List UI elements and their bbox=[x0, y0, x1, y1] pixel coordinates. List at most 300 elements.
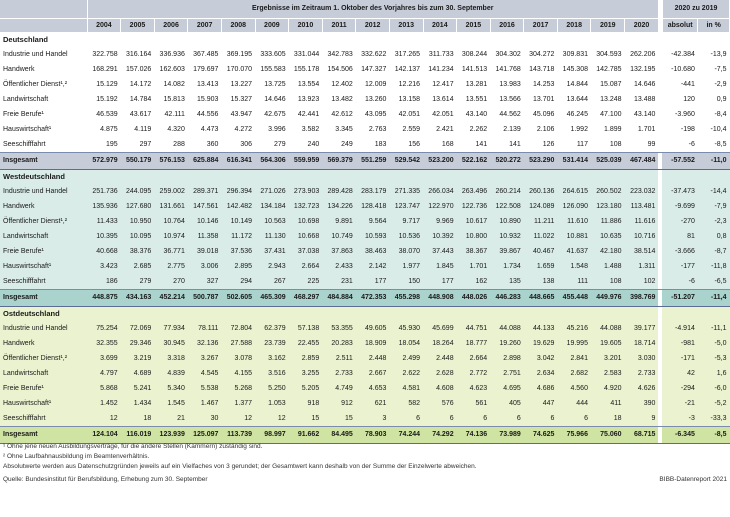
value-cell: 4.623 bbox=[457, 381, 491, 396]
total-value-cell: 73.989 bbox=[490, 426, 524, 443]
value-cell: 271.335 bbox=[389, 184, 423, 199]
value-cell: 3.699 bbox=[87, 351, 121, 366]
value-cell: 3.219 bbox=[121, 351, 155, 366]
value-cell: 44.088 bbox=[591, 321, 625, 336]
value-cell: 15 bbox=[289, 411, 323, 426]
section-change-cell bbox=[662, 32, 729, 47]
value-cell: 30 bbox=[188, 411, 222, 426]
value-cell: 309.831 bbox=[557, 47, 591, 62]
change-abs-cell: -6 bbox=[662, 137, 697, 152]
year-header: 2004 bbox=[87, 18, 121, 32]
value-cell: 1.992 bbox=[557, 122, 591, 137]
value-cell: 9 bbox=[625, 411, 659, 426]
table-row bbox=[0, 366, 730, 381]
total-value-cell: 468.297 bbox=[289, 289, 323, 306]
value-cell: 15.129 bbox=[87, 77, 121, 92]
value-cell: 249 bbox=[322, 137, 356, 152]
total-value-cell: 124.104 bbox=[87, 426, 121, 443]
value-cell: 3.201 bbox=[591, 351, 625, 366]
total-value-cell: 125.097 bbox=[188, 426, 222, 443]
value-cell: 38.514 bbox=[625, 244, 659, 259]
value-cell: 155.178 bbox=[289, 62, 323, 77]
change-pct-cell: -8,4 bbox=[698, 107, 730, 122]
value-cell: 2.685 bbox=[121, 259, 155, 274]
value-cell: 304.593 bbox=[591, 47, 625, 62]
value-cell: 304.272 bbox=[524, 47, 558, 62]
footnote-2: ² Ohne Laufbahnausbildung im Beamtenverhältnis. bbox=[3, 453, 150, 460]
value-cell: 297 bbox=[121, 137, 155, 152]
year-header: 2017 bbox=[524, 18, 558, 32]
value-cell: 6 bbox=[490, 411, 524, 426]
value-cell: 42.441 bbox=[289, 107, 323, 122]
value-cell: 11.211 bbox=[524, 214, 558, 229]
value-cell: 322.758 bbox=[87, 47, 121, 62]
value-cell: 143.718 bbox=[524, 62, 558, 77]
value-cell: 42.612 bbox=[322, 107, 356, 122]
total-value-cell: 616.341 bbox=[221, 152, 255, 169]
value-cell: 10.536 bbox=[389, 229, 423, 244]
value-cell: 40.467 bbox=[524, 244, 558, 259]
change-pct-cell: -8,5 bbox=[698, 137, 730, 152]
value-cell: 6 bbox=[524, 411, 558, 426]
total-value-cell: 84.495 bbox=[322, 426, 356, 443]
value-cell: 10.563 bbox=[255, 214, 289, 229]
value-cell: 19.605 bbox=[591, 336, 625, 351]
section-header bbox=[0, 169, 730, 184]
value-cell: 39.018 bbox=[188, 244, 222, 259]
total-value-cell: 531.414 bbox=[557, 152, 591, 169]
row-label: Freie Berufe¹ bbox=[0, 244, 87, 259]
value-cell: 4.545 bbox=[188, 366, 222, 381]
value-cell: 304.302 bbox=[490, 47, 524, 62]
total-value-cell: 550.179 bbox=[121, 152, 155, 169]
value-cell: 13.158 bbox=[389, 92, 423, 107]
total-value-cell: 525.039 bbox=[591, 152, 625, 169]
value-cell: 13.551 bbox=[457, 92, 491, 107]
value-cell: 135 bbox=[490, 274, 524, 289]
value-cell: 15 bbox=[322, 411, 356, 426]
value-cell: 2.859 bbox=[289, 351, 323, 366]
value-cell: 45.699 bbox=[423, 321, 457, 336]
change-pct-cell: -6,5 bbox=[698, 274, 730, 289]
value-cell: 132.723 bbox=[289, 199, 323, 214]
row-label: Freie Berufe¹ bbox=[0, 381, 87, 396]
footnote-1: ¹ Ohne jene neuen Ausbildungsverträge, für die andere Stellen (Kammern) zuständig sind. bbox=[3, 443, 263, 450]
section-change-cell bbox=[662, 169, 729, 184]
value-cell: 333.605 bbox=[255, 47, 289, 62]
value-cell: 279 bbox=[255, 137, 289, 152]
total-change-pct: -11,4 bbox=[698, 289, 730, 306]
value-cell: 1.467 bbox=[188, 396, 222, 411]
value-cell: 4.581 bbox=[389, 381, 423, 396]
value-cell: 123.747 bbox=[389, 199, 423, 214]
value-cell: 113.481 bbox=[625, 199, 659, 214]
value-cell: 561 bbox=[457, 396, 491, 411]
value-cell: 5.538 bbox=[188, 381, 222, 396]
value-cell: 1.701 bbox=[625, 122, 659, 137]
value-cell: 1.053 bbox=[255, 396, 289, 411]
change-pct-cell: -11,1 bbox=[698, 321, 730, 336]
total-value-cell: 446.283 bbox=[490, 289, 524, 306]
value-cell: 10.698 bbox=[289, 214, 323, 229]
value-cell: 13.614 bbox=[423, 92, 457, 107]
value-cell: 5.268 bbox=[221, 381, 255, 396]
value-cell: 14.784 bbox=[121, 92, 155, 107]
value-cell: 18 bbox=[591, 411, 625, 426]
value-cell: 141 bbox=[490, 137, 524, 152]
value-cell: 177 bbox=[356, 274, 390, 289]
value-cell: 11.433 bbox=[87, 214, 121, 229]
value-cell: 3.162 bbox=[255, 351, 289, 366]
value-cell: 260.214 bbox=[490, 184, 524, 199]
year-header: 2019 bbox=[591, 18, 625, 32]
value-cell: 2.895 bbox=[221, 259, 255, 274]
value-cell: 10.668 bbox=[289, 229, 323, 244]
value-cell: 108 bbox=[591, 137, 625, 152]
total-change-pct: -8,5 bbox=[698, 426, 730, 443]
value-cell: 5.241 bbox=[121, 381, 155, 396]
value-cell: 39.177 bbox=[625, 321, 659, 336]
total-value-cell: 484.884 bbox=[322, 289, 356, 306]
value-cell: 1.311 bbox=[625, 259, 659, 274]
year-header: 2011 bbox=[322, 18, 356, 32]
value-cell: 142.137 bbox=[389, 62, 423, 77]
total-value-cell: 455.448 bbox=[557, 289, 591, 306]
row-label: Seeschifffahrt bbox=[0, 274, 87, 289]
value-cell: 1.659 bbox=[524, 259, 558, 274]
value-cell: 134.184 bbox=[255, 199, 289, 214]
value-cell: 4.689 bbox=[121, 366, 155, 381]
value-cell: 155.583 bbox=[255, 62, 289, 77]
value-cell: 37.536 bbox=[221, 244, 255, 259]
value-cell: 122.970 bbox=[423, 199, 457, 214]
total-value-cell: 113.739 bbox=[221, 426, 255, 443]
value-cell: 311.733 bbox=[423, 47, 457, 62]
row-label: Industrie und Handel bbox=[0, 184, 87, 199]
year-header: 2014 bbox=[423, 18, 457, 32]
value-cell: 1.845 bbox=[423, 259, 457, 274]
value-cell: 271.026 bbox=[255, 184, 289, 199]
value-cell: 2.841 bbox=[557, 351, 591, 366]
value-cell: 5.868 bbox=[87, 381, 121, 396]
change-abs-cell: 42 bbox=[662, 366, 697, 381]
value-cell: 44.556 bbox=[188, 107, 222, 122]
value-cell: 11.172 bbox=[221, 229, 255, 244]
value-cell: 37.443 bbox=[423, 244, 457, 259]
total-value-cell: 523.200 bbox=[423, 152, 457, 169]
value-cell: 13.260 bbox=[356, 92, 390, 107]
change-abs-cell: 120 bbox=[662, 92, 697, 107]
total-change-abs: -57.552 bbox=[662, 152, 697, 169]
value-cell: 317.265 bbox=[389, 47, 423, 62]
change-abs-cell: -4.914 bbox=[662, 321, 697, 336]
value-cell: 2.139 bbox=[490, 122, 524, 137]
value-cell: 43.947 bbox=[221, 107, 255, 122]
value-cell: 270 bbox=[154, 274, 188, 289]
table-row bbox=[0, 396, 730, 411]
value-cell: 22.455 bbox=[289, 336, 323, 351]
total-value-cell: 559.959 bbox=[289, 152, 323, 169]
value-cell: 19.629 bbox=[524, 336, 558, 351]
value-cell: 145.308 bbox=[557, 62, 591, 77]
header-corner-2 bbox=[0, 18, 87, 32]
value-cell: 283.179 bbox=[356, 184, 390, 199]
value-cell: 1.377 bbox=[221, 396, 255, 411]
value-cell: 316.164 bbox=[121, 47, 155, 62]
year-header: 2015 bbox=[457, 18, 491, 32]
value-cell: 11.358 bbox=[188, 229, 222, 244]
change-pct-cell: -6,0 bbox=[698, 381, 730, 396]
value-cell: 264.615 bbox=[557, 184, 591, 199]
value-cell: 13.413 bbox=[188, 77, 222, 92]
value-cell: 38.463 bbox=[356, 244, 390, 259]
value-cell: 10.095 bbox=[121, 229, 155, 244]
row-label: Öffentlicher Dienst¹,² bbox=[0, 214, 87, 229]
value-cell: 38.367 bbox=[457, 244, 491, 259]
value-cell: 141 bbox=[457, 137, 491, 152]
row-label: Freie Berufe¹ bbox=[0, 107, 87, 122]
value-cell: 49.605 bbox=[356, 321, 390, 336]
value-cell: 342.783 bbox=[322, 47, 356, 62]
value-cell: 1.701 bbox=[457, 259, 491, 274]
value-cell: 37.038 bbox=[289, 244, 323, 259]
value-cell: 14.082 bbox=[154, 77, 188, 92]
total-row bbox=[0, 426, 730, 443]
table-row bbox=[0, 274, 730, 289]
value-cell: 131.661 bbox=[154, 199, 188, 214]
value-cell: 138 bbox=[524, 274, 558, 289]
value-cell: 15.327 bbox=[221, 92, 255, 107]
value-cell: 14.646 bbox=[255, 92, 289, 107]
value-cell: 14.253 bbox=[524, 77, 558, 92]
value-cell: 306 bbox=[221, 137, 255, 152]
value-cell: 5.340 bbox=[154, 381, 188, 396]
value-cell: 2.421 bbox=[423, 122, 457, 137]
value-cell: 10.635 bbox=[591, 229, 625, 244]
row-label: Landwirtschaft bbox=[0, 366, 87, 381]
value-cell: 147.327 bbox=[356, 62, 390, 77]
value-cell: 19.995 bbox=[557, 336, 591, 351]
value-cell: 263.496 bbox=[457, 184, 491, 199]
value-cell: 12.417 bbox=[423, 77, 457, 92]
total-value-cell: 98.997 bbox=[255, 426, 289, 443]
total-value-cell: 68.715 bbox=[625, 426, 659, 443]
value-cell: 10.764 bbox=[154, 214, 188, 229]
value-cell: 2.682 bbox=[557, 366, 591, 381]
section-change-cell bbox=[662, 306, 729, 321]
table-row bbox=[0, 137, 730, 152]
value-cell: 9.717 bbox=[389, 214, 423, 229]
value-cell: 13.482 bbox=[322, 92, 356, 107]
value-cell: 11.610 bbox=[557, 214, 591, 229]
value-cell: 186 bbox=[87, 274, 121, 289]
value-cell: 259.002 bbox=[154, 184, 188, 199]
value-cell: 289.371 bbox=[188, 184, 222, 199]
row-label: Seeschifffahrt bbox=[0, 411, 87, 426]
value-cell: 44.088 bbox=[490, 321, 524, 336]
value-cell: 42.111 bbox=[154, 107, 188, 122]
value-cell: 240 bbox=[289, 137, 323, 152]
value-cell: 2.664 bbox=[457, 351, 491, 366]
value-cell: 10.146 bbox=[188, 214, 222, 229]
value-cell: 1.734 bbox=[490, 259, 524, 274]
change-pct-cell: -2,9 bbox=[698, 77, 730, 92]
value-cell: 4.320 bbox=[154, 122, 188, 137]
value-cell: 582 bbox=[389, 396, 423, 411]
value-cell: 231 bbox=[322, 274, 356, 289]
value-cell: 142.785 bbox=[591, 62, 625, 77]
change-abs-cell: -3 bbox=[662, 411, 697, 426]
value-cell: 15.813 bbox=[154, 92, 188, 107]
value-cell: 6 bbox=[457, 411, 491, 426]
value-cell: 20.283 bbox=[322, 336, 356, 351]
value-cell: 168.291 bbox=[87, 62, 121, 77]
value-cell: 4.797 bbox=[87, 366, 121, 381]
value-cell: 36.771 bbox=[154, 244, 188, 259]
total-row bbox=[0, 152, 730, 169]
change-abs-cell: -9.699 bbox=[662, 199, 697, 214]
total-label: Insgesamt bbox=[0, 426, 87, 443]
section-title: Westdeutschland bbox=[0, 169, 658, 184]
value-cell: 296.394 bbox=[221, 184, 255, 199]
value-cell: 154.506 bbox=[322, 62, 356, 77]
change-title: 2020 zu 2019 bbox=[662, 0, 729, 18]
total-value-cell: 398.769 bbox=[625, 289, 659, 306]
value-cell: 3.255 bbox=[289, 366, 323, 381]
col-absolut: absolut bbox=[662, 18, 697, 32]
value-cell: 3.078 bbox=[221, 351, 255, 366]
table-row bbox=[0, 47, 730, 62]
value-cell: 117 bbox=[557, 137, 591, 152]
value-cell: 4.749 bbox=[322, 381, 356, 396]
change-pct-cell: -5,0 bbox=[698, 336, 730, 351]
value-cell: 3.345 bbox=[322, 122, 356, 137]
row-label: Öffentlicher Dienst¹,² bbox=[0, 351, 87, 366]
total-value-cell: 572.979 bbox=[87, 152, 121, 169]
value-cell: 4.608 bbox=[423, 381, 457, 396]
value-cell: 99 bbox=[625, 137, 659, 152]
change-pct-cell: 0,8 bbox=[698, 229, 730, 244]
total-label: Insgesamt bbox=[0, 289, 87, 306]
value-cell: 251.736 bbox=[87, 184, 121, 199]
value-cell: 10.950 bbox=[121, 214, 155, 229]
value-cell: 142.482 bbox=[221, 199, 255, 214]
value-cell: 10.881 bbox=[557, 229, 591, 244]
value-cell: 2.583 bbox=[591, 366, 625, 381]
value-cell: 6 bbox=[557, 411, 591, 426]
value-cell: 289.428 bbox=[322, 184, 356, 199]
value-cell: 10.149 bbox=[221, 214, 255, 229]
table-row bbox=[0, 411, 730, 426]
value-cell: 260.502 bbox=[591, 184, 625, 199]
value-cell: 244.095 bbox=[121, 184, 155, 199]
value-cell: 5.205 bbox=[289, 381, 323, 396]
value-cell: 308.244 bbox=[457, 47, 491, 62]
value-cell: 10.974 bbox=[154, 229, 188, 244]
value-cell: 10.749 bbox=[322, 229, 356, 244]
value-cell: 1.899 bbox=[591, 122, 625, 137]
value-cell: 12 bbox=[87, 411, 121, 426]
value-cell: 10.593 bbox=[356, 229, 390, 244]
table-row bbox=[0, 214, 730, 229]
total-value-cell: 551.259 bbox=[356, 152, 390, 169]
total-value-cell: 448.908 bbox=[423, 289, 457, 306]
total-value-cell: 452.214 bbox=[154, 289, 188, 306]
value-cell: 15.192 bbox=[87, 92, 121, 107]
value-cell: 75.254 bbox=[87, 321, 121, 336]
total-value-cell: 74.244 bbox=[389, 426, 423, 443]
value-cell: 38.376 bbox=[121, 244, 155, 259]
value-cell: 266.034 bbox=[423, 184, 457, 199]
value-cell: 150 bbox=[389, 274, 423, 289]
total-value-cell: 123.939 bbox=[154, 426, 188, 443]
value-cell: 6 bbox=[389, 411, 423, 426]
change-pct-cell: 0,9 bbox=[698, 92, 730, 107]
value-cell: 2.664 bbox=[289, 259, 323, 274]
value-cell: 23.739 bbox=[255, 336, 289, 351]
value-cell: 331.044 bbox=[289, 47, 323, 62]
value-cell: 42.051 bbox=[423, 107, 457, 122]
year-header: 2018 bbox=[557, 18, 591, 32]
value-cell: 912 bbox=[322, 396, 356, 411]
total-value-cell: 472.353 bbox=[356, 289, 390, 306]
total-value-cell: 74.292 bbox=[423, 426, 457, 443]
table-row bbox=[0, 122, 730, 137]
change-pct-cell: -8,7 bbox=[698, 244, 730, 259]
value-cell: 332.622 bbox=[356, 47, 390, 62]
total-row bbox=[0, 289, 730, 306]
total-value-cell: 449.976 bbox=[591, 289, 625, 306]
value-cell: 13.554 bbox=[289, 77, 323, 92]
value-cell: 141.768 bbox=[490, 62, 524, 77]
value-cell: 4.119 bbox=[121, 122, 155, 137]
header-row-title bbox=[0, 0, 730, 18]
value-cell: 3.030 bbox=[625, 351, 659, 366]
value-cell: 13.983 bbox=[490, 77, 524, 92]
value-cell: 44.562 bbox=[490, 107, 524, 122]
change-abs-cell: -171 bbox=[662, 351, 697, 366]
value-cell: 10.395 bbox=[87, 229, 121, 244]
value-cell: 2.559 bbox=[389, 122, 423, 137]
value-cell: 32.355 bbox=[87, 336, 121, 351]
table-row bbox=[0, 184, 730, 199]
value-cell: 45.096 bbox=[524, 107, 558, 122]
row-label: Industrie und Handel bbox=[0, 47, 87, 62]
value-cell: 13.923 bbox=[289, 92, 323, 107]
change-pct-cell: -11,8 bbox=[698, 259, 730, 274]
total-value-cell: 576.153 bbox=[154, 152, 188, 169]
total-value-cell: 520.272 bbox=[490, 152, 524, 169]
value-cell: 41.637 bbox=[557, 244, 591, 259]
value-cell: 19.260 bbox=[490, 336, 524, 351]
value-cell: 18.264 bbox=[423, 336, 457, 351]
value-cell: 5.250 bbox=[255, 381, 289, 396]
value-cell: 13.248 bbox=[591, 92, 625, 107]
total-value-cell: 75.060 bbox=[591, 426, 625, 443]
value-cell: 18.054 bbox=[389, 336, 423, 351]
value-cell: 12 bbox=[255, 411, 289, 426]
value-cell: 9.564 bbox=[356, 214, 390, 229]
value-cell: 4.626 bbox=[625, 381, 659, 396]
value-cell: 2.262 bbox=[457, 122, 491, 137]
row-label: Handwerk bbox=[0, 336, 87, 351]
value-cell: 147.561 bbox=[188, 199, 222, 214]
change-abs-cell: -42.384 bbox=[662, 47, 697, 62]
value-cell: 11.130 bbox=[255, 229, 289, 244]
header-corner bbox=[0, 0, 87, 18]
value-cell: 11.616 bbox=[625, 214, 659, 229]
value-cell: 132.195 bbox=[625, 62, 659, 77]
